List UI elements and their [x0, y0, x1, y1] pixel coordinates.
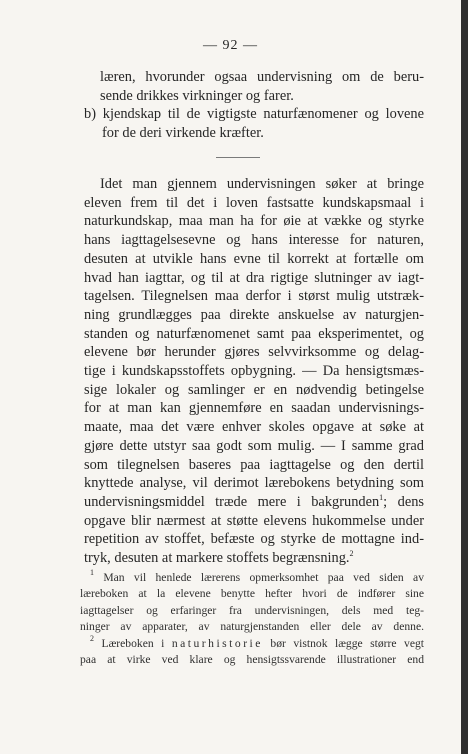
footnote-1-line-1 — [80, 570, 424, 586]
paragraph-line: tagelsen. Tilegnelsen maa derfor i størst mulig utstræk- — [84, 288, 424, 305]
paragraph-line: som tilegnelsen baseres paa iagttagelse og den dertil — [84, 456, 424, 473]
paragraph-text: undervisningsmiddel træde mere i bakgrunden — [84, 493, 380, 510]
footnote-2-line-2: paa at virke ved klare og hensigtssvarende illustrationer end — [80, 653, 424, 667]
paragraph-line: ning grundlægges paa direkte anskuelse av naturgjen- — [84, 306, 424, 323]
footnote-1-line-2: læreboken at la elevene benytte hefter hvori de indfører sine — [80, 587, 424, 601]
list-item-b-marker: b) — [84, 106, 96, 123]
footnote-ref-1: 1 — [379, 492, 384, 502]
paragraph-line: hans iagttagelsesevne og hans interesse for naturen, — [84, 232, 424, 249]
page-number: — 92 — — [203, 38, 258, 53]
list-section — [84, 68, 424, 143]
paragraph-line-with-footnote — [84, 493, 424, 512]
footnote-2-spaced-word: naturhistorie — [171, 636, 263, 650]
paragraph-line: for at man kan gjennemføre en saadan undervisnings- — [84, 400, 424, 417]
paragraph-line: gjøre dette utstyr saa godt som mulig. — I samme grad — [84, 437, 424, 454]
paragraph-line: eleven frem til det i loven fastsatte kundskapsmaal i — [84, 194, 424, 211]
paragraph-line: hvad han iagttar, og til at dra rigtige slutninger av iagt- — [84, 269, 424, 286]
paragraph-line: standen og naturfænomenet samt paa eksperimentet, og — [84, 325, 424, 342]
paragraph-line: desuten at utvikle hans evne til korrekt at fortælle om — [84, 250, 424, 267]
paragraph-text-tail: ; dens — [383, 493, 424, 510]
footnote-1-line-4: ninger av apparater, av naturgjenstanden eller dele av denne. — [80, 620, 424, 634]
list-item-b-line-1 — [84, 105, 424, 124]
footnote-1-marker: 1 — [90, 568, 94, 577]
paragraph-line: tige i kundskapsstoffets opbygning. — Da hensigtsmæs- — [84, 363, 424, 380]
paragraph-line: sige lokaler og samlinger er en nødvendig betingelse — [84, 381, 424, 398]
list-item-a-line-2: sende drikkes virkninger og farer. — [100, 87, 294, 104]
list-item-a-line-1: læren, hvorunder ogsaa undervisning om de beru- — [100, 69, 424, 85]
footnote-2-marker: 2 — [90, 633, 94, 643]
paragraph-line: maate, maa det være enhver skoles opgave at søke at — [84, 419, 424, 436]
list-item-b-text: kjendskap til de vigtigste naturfænomener og lovene — [102, 106, 424, 123]
paragraph-last-line — [84, 549, 424, 568]
list-item-b-line-2: for de deri virkende kræfter. — [102, 125, 264, 142]
footnote-1-text: Man vil henlede lærerens opmerksomhet paa ved siden av — [103, 571, 424, 584]
paragraph-line: knyttede analyse, vil derimot lærebokens betydning som — [84, 475, 424, 492]
paragraph-text: tryk, desuten at markere stoffets begrænsning. — [84, 550, 350, 567]
paragraph-line: Idet man gjennem undervisningen søker at bringe — [100, 176, 424, 192]
main-paragraph — [84, 175, 424, 568]
paragraph-line: elevene bør herunder gjøres selvvirksomme og delag- — [84, 344, 424, 361]
footnote-ref-2: 2 — [349, 549, 354, 559]
paragraph-line: naturkundskap, maa man ha for øie at vække og styrke — [84, 213, 424, 230]
footnotes — [80, 570, 424, 668]
paragraph-line: opgave blir nærmest at støtte elevens hukommelse under — [84, 512, 424, 529]
section-divider — [216, 157, 260, 158]
footnote-2-line-1: $^2$ Læreboken i naturhistorie bør vistnok lægge større vegt — [90, 633, 424, 650]
paragraph-line: repetition av stoffet, befæste og styrke de mottagne ind- — [84, 531, 424, 548]
footnote-1-line-3: iagttagelser og erfaringer fra undervisningen, dels med teg- — [80, 603, 424, 617]
